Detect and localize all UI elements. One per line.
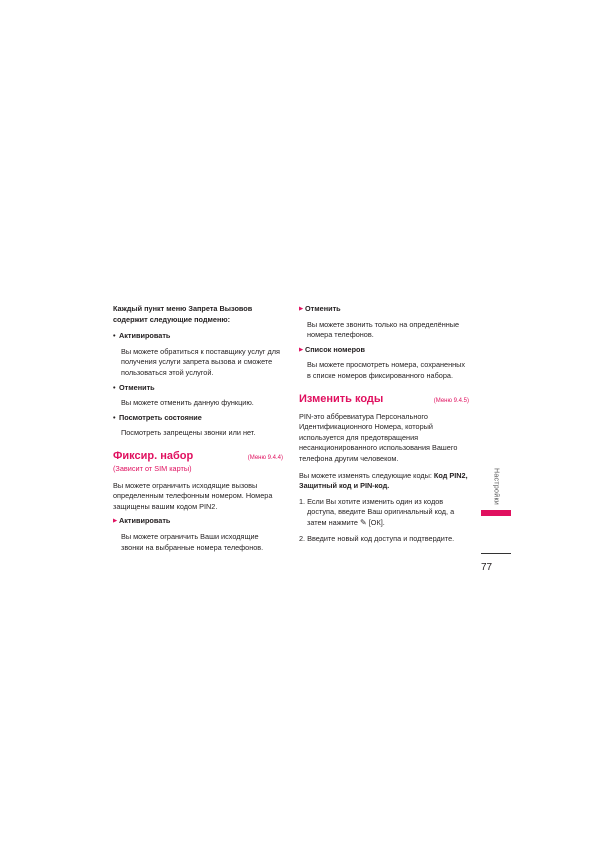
item-title-number-list: ▶ Список номеров <box>299 344 365 354</box>
section-heading-change-codes <box>299 392 469 406</box>
item-title-activate: • Активировать <box>113 331 171 341</box>
item-title-fd-activate: ▶ Активировать <box>113 516 171 526</box>
menu-reference: (Меню 9.4.4) <box>247 454 283 461</box>
bullet: • <box>113 382 116 392</box>
section-heading-fixed-dial <box>113 449 283 463</box>
chapter-label: Настройки <box>492 467 500 505</box>
item-desc-number-list: Вы можете просмотреть номера, сохраненных в списке номеров фиксированного набора. <box>307 360 466 380</box>
pen-icon: ✎ <box>360 517 367 527</box>
section-title: Изменить коды <box>299 392 384 405</box>
menu-reference: (Меню 9.4.5) <box>433 397 469 404</box>
item-title-status: • Посмотреть состояние <box>113 412 202 422</box>
item-desc-status: Посмотреть запрещены звонки или нет. <box>121 428 256 438</box>
section-paragraph: Вы можете ограничить исходящие вызовы определенным телефонным номером. Номера защищены вашим кодом PIN2. <box>113 480 273 511</box>
bullet: • <box>113 331 116 341</box>
item-desc-cancel: Вы можете отменить данную функцию. <box>121 398 254 408</box>
item-title-fd-cancel: ▶ Отменить <box>299 304 341 313</box>
step-1: 1. Если Вы хотите изменить один из кодов доступа, введите Ваш оригинальный код, а затем нажмите ✎ [ОК]. <box>299 496 455 527</box>
item-desc-activate: Вы можете обратиться к поставщику услуг для получения услуги запрета вызова и сможете пользоваться этой услугой. <box>121 346 280 377</box>
page-number: 77 <box>481 562 493 573</box>
chapter-tab <box>481 510 511 516</box>
divider <box>481 553 511 554</box>
triangle-bullet-icon: ▶ <box>299 306 304 312</box>
section-title: Фиксир. набор <box>113 449 194 462</box>
triangle-bullet-icon: ▶ <box>299 346 304 353</box>
section-paragraph-pin: PIN-это аббревиатура Персонального Идентификационного Номера, который используется для предотвращения несанкционированного использования Вашего телефона другим человеком. <box>299 411 458 463</box>
intro-text: Каждый пункт меню Запрета Вызовов содержит следующие подменю: <box>113 304 253 324</box>
item-desc-fd-cancel: Вы можете звонить только на определённые номера телефонов. <box>307 319 460 340</box>
step-2: 2. Введите новый код доступа и подтвердите. <box>299 533 455 543</box>
section-subtitle: (Зависит от SIM карты) <box>113 463 192 473</box>
section-paragraph-codes: Вы можете изменять следующие коды: Код PIN2, Защитный код и PIN-код. <box>299 470 468 491</box>
item-desc-fd-activate: Вы можете ограничить Ваши исходящие звонки на выбранные номера телефонов. <box>121 531 264 552</box>
bullet: • <box>113 412 116 422</box>
right-column <box>299 304 469 544</box>
item-title-cancel: • Отменить <box>113 382 155 392</box>
left-column <box>113 304 283 553</box>
triangle-bullet-icon: ▶ <box>113 518 118 525</box>
